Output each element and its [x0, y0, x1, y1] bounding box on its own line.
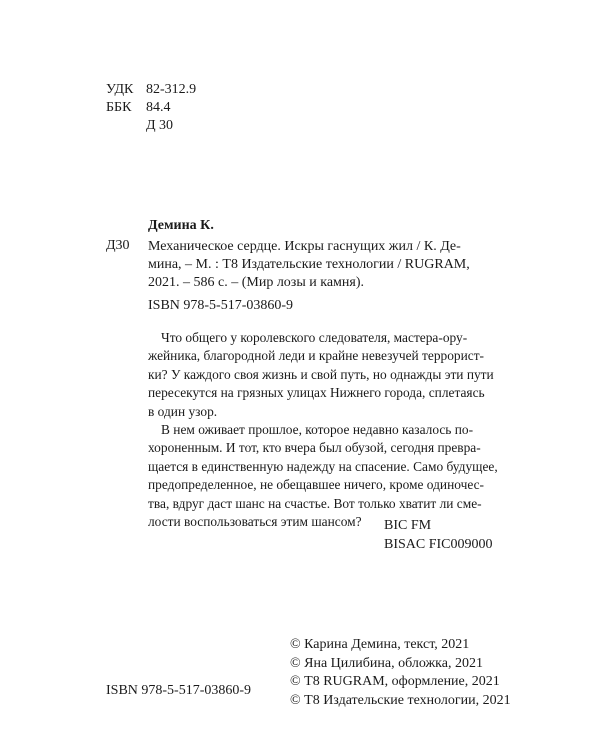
copyright-line: © Т8 RUGRAM, оформление, 2021 [290, 674, 500, 689]
classification-block [106, 81, 196, 135]
bisac-code: BISAC FIC009000 [384, 537, 493, 552]
annotation-line: хороненным. И тот, кто вчера был обузой, сегодня превра- [148, 440, 481, 456]
annotation-line: щается в единственную надежду на спасение. Само будущее, [148, 458, 498, 474]
record-code: Д30 [106, 238, 130, 253]
annotation-line: в один узор. [148, 403, 218, 419]
subject-codes [384, 516, 493, 554]
annotation-line: ки? У каждого своя жизнь и свой путь, но однажды эти пути [148, 366, 494, 382]
bbk-value: 84.4 [146, 100, 171, 115]
biblio-line: мина, – М. : Т8 Издательские технологии / RUGRAM, [148, 257, 470, 272]
bbk-row [106, 99, 196, 117]
annotation-line: Что общего у королевского следователя, мастера-ору- [161, 330, 468, 345]
copyright-line: © Т8 Издательские технологии, 2021 [290, 692, 511, 708]
udk-label: УДК [106, 82, 134, 97]
annotation-line: жейника, благородной леди и крайне невезучей террорист- [148, 348, 485, 364]
copyright-block [290, 636, 511, 710]
author-heading: Демина К. [148, 218, 214, 233]
author-mark-value: Д 30 [146, 118, 174, 133]
isbn-bottom: ISBN 978-5-517-03860-9 [106, 683, 252, 698]
annotation-line: тва, вдруг даст шанс на счастье. Вот только хватит ли сме- [148, 495, 482, 511]
bbk-label: ББК [106, 100, 132, 115]
bibliographic-description [148, 238, 500, 292]
annotation-line: лости воспользоваться этим шансом? [148, 514, 362, 530]
biblio-line: 2021. – 586 с. – (Мир лозы и камня). [148, 275, 364, 290]
annotation-line: пересекутся на грязных улицах Нижнего города, сплетаясь [148, 385, 485, 401]
annotation-line: предопределенное, не обещавшее ничего, кроме одиночес- [148, 477, 485, 493]
annotation-line: В нем оживает прошлое, которое недавно казалось по- [161, 422, 474, 438]
author-mark-row [106, 117, 196, 135]
isbn: ISBN 978-5-517-03860-9 [148, 298, 294, 313]
author-mark-label [106, 117, 146, 135]
annotation [148, 329, 500, 531]
bic-code: BIC FM [384, 518, 432, 533]
udk-value: 82-312.9 [146, 82, 197, 97]
copyright-line: © Карина Демина, текст, 2021 [290, 637, 470, 652]
udk-row [106, 81, 196, 99]
copyright-line: © Яна Цилибина, обложка, 2021 [290, 655, 483, 671]
biblio-line: Механическое сердце. Искры гаснущих жил / К. Де- [148, 239, 461, 254]
